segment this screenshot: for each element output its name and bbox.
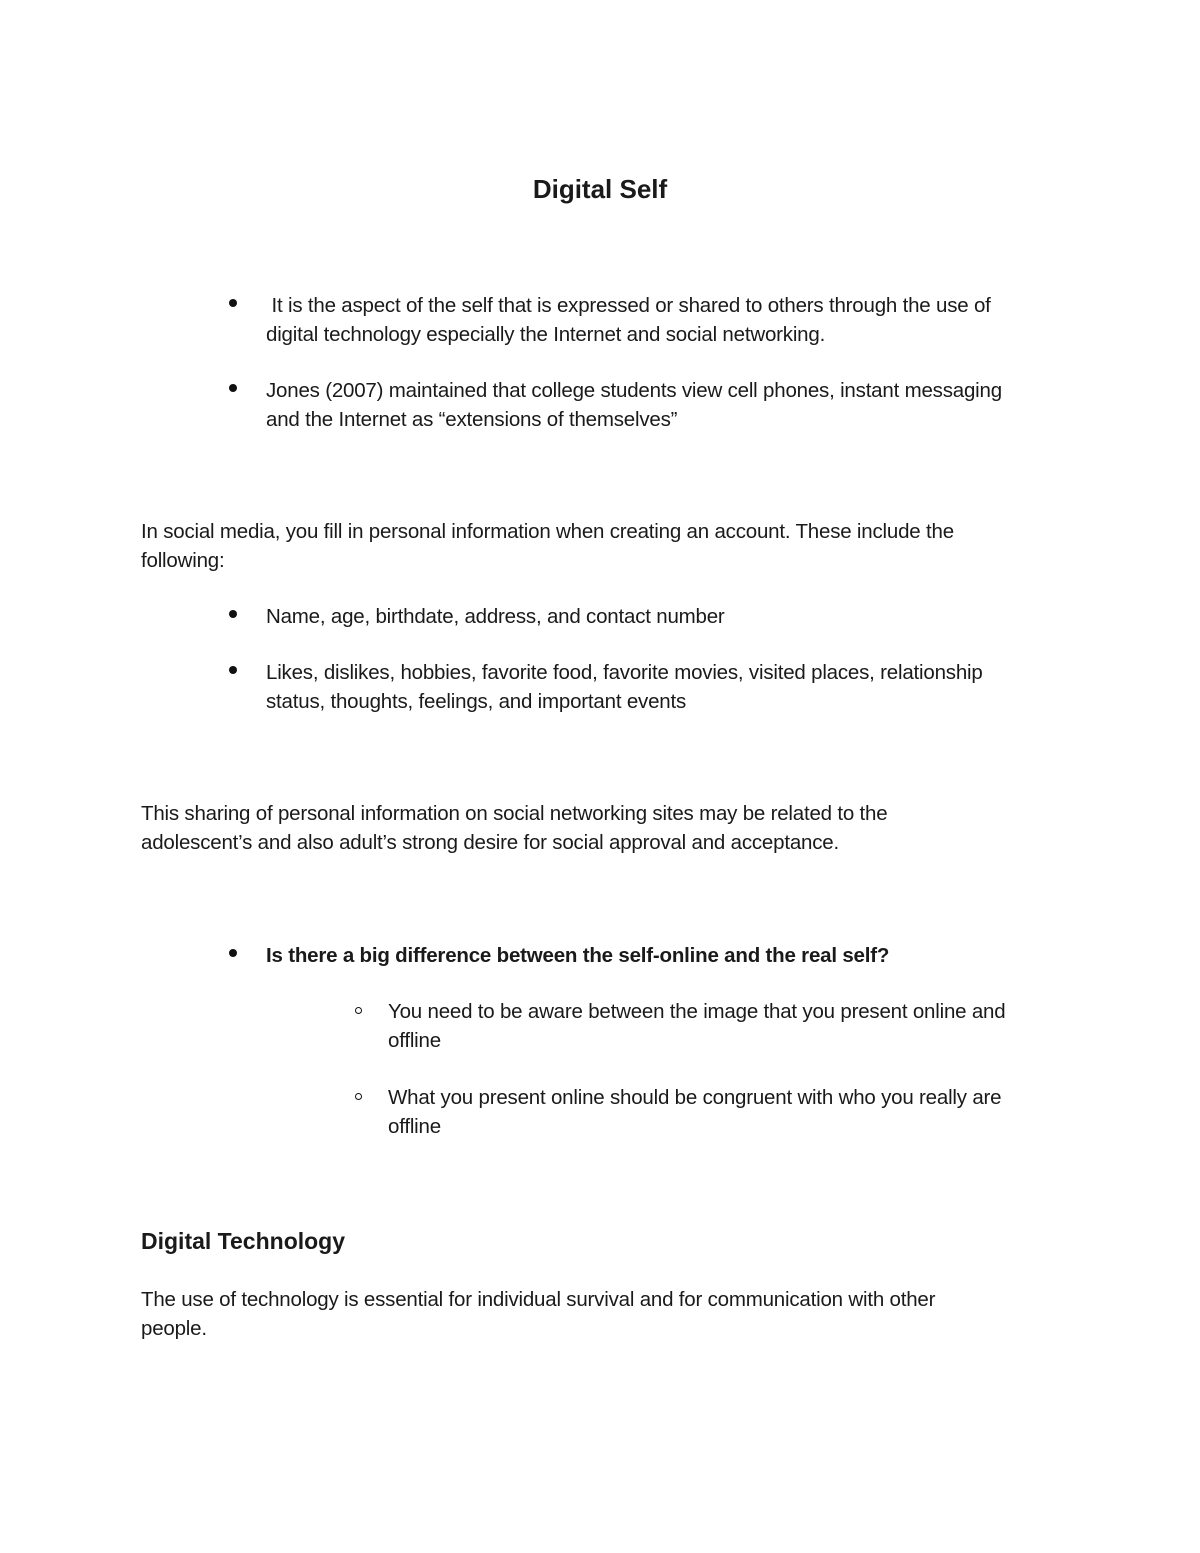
info-bullet-1-line1: Name, age, birthdate, address, and contact number	[266, 605, 725, 628]
technology-line2: people.	[141, 1317, 207, 1340]
sharing-paragraph	[141, 799, 887, 857]
bullet-dot	[229, 666, 237, 674]
sub-bullet-1	[388, 997, 1005, 1055]
intro-bullet-1	[266, 291, 991, 349]
sub-bullet-2-line1: What you present online should be congruent with who you really are	[388, 1086, 1002, 1109]
intro-bullet-2	[266, 376, 1002, 434]
social-media-paragraph	[141, 517, 954, 575]
bullet-dot	[229, 384, 237, 392]
technology-paragraph	[141, 1285, 935, 1343]
intro-bullet-2-line2: and the Internet as “extensions of themselves”	[266, 408, 678, 431]
intro-bullet-1-line2: digital technology especially the Internet and social networking.	[266, 323, 826, 346]
technology-line1: The use of technology is essential for individual survival and for communication with other	[141, 1288, 936, 1311]
info-bullet-2-line2: status, thoughts, feelings, and important events	[266, 690, 687, 713]
info-bullet-2-line1: Likes, dislikes, hobbies, favorite food, favorite movies, visited places, relationship	[266, 661, 983, 684]
sub-bullet-2	[388, 1083, 1001, 1141]
sharing-line1: This sharing of personal information on social networking sites may be related to the	[141, 802, 888, 825]
sharing-line2: adolescent’s and also adult’s strong desire for social approval and acceptance.	[141, 831, 839, 854]
sub-bullet-1-line2: offline	[388, 1029, 441, 1052]
sub-bullet-2-line2: offline	[388, 1115, 441, 1138]
social-media-line1: In social media, you fill in personal information when creating an account. These include the	[141, 520, 954, 543]
question-bullet: Is there a big difference between the self-online and the real self?	[266, 944, 890, 967]
intro-bullet-1-line1: It is the aspect of the self that is expressed or shared to others through the use of	[266, 294, 991, 317]
sub-bullet-1-line1: You need to be aware between the image that you present online and	[388, 1000, 1006, 1023]
page-title: Digital Self	[532, 174, 668, 204]
bullet-dot	[229, 299, 237, 307]
intro-bullet-2-line1: Jones (2007) maintained that college students view cell phones, instant messaging	[266, 379, 1002, 402]
info-bullet-1	[266, 602, 725, 631]
info-bullet-2	[266, 658, 983, 716]
sub-bullet-circle	[355, 1093, 362, 1100]
social-media-line2: following:	[141, 549, 225, 572]
bullet-dot	[229, 949, 237, 957]
sub-bullet-circle	[355, 1007, 362, 1014]
section-heading: Digital Technology	[141, 1228, 346, 1254]
bullet-dot	[229, 610, 237, 618]
